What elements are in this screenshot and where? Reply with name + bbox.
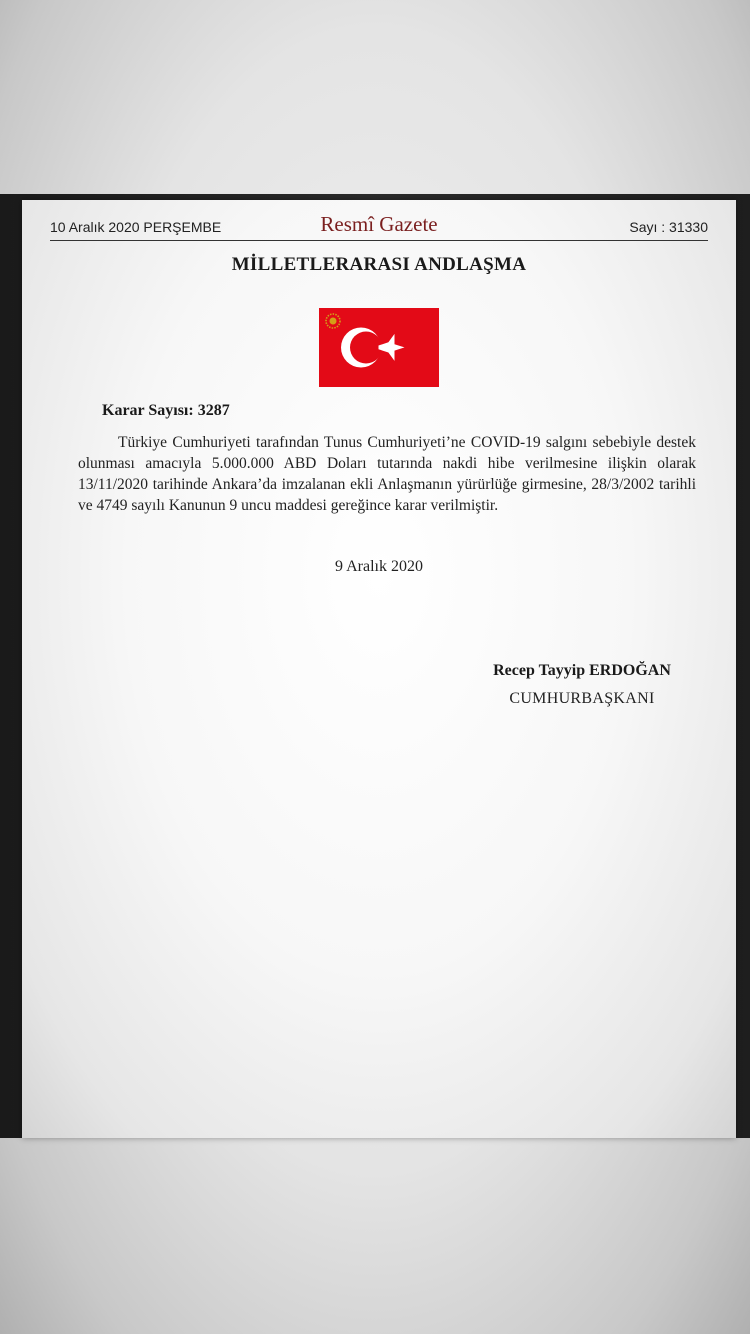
document-heading: MİLLETLERARASI ANDLAŞMA (231, 254, 527, 275)
signatory-title: CUMHURBAŞKANI (509, 690, 655, 707)
decision-body: Türkiye Cumhuriyeti tarafından Tunus Cumhuriyeti’ne COVID-19 salgını sebebiyle destek olunması amacıyla 5.000.000 ABD Doları tutarında nakdi hibe verilmesine ilişkin olarak 13/11/2020 tarihinde Ankara’da imzalanan ekli Anlaşmanın yürürlüğe girmesine, 28/3/2002 tarihli ve 4749 sayılı Kanunun 9 uncu maddesi gereğince karar verilmiştir. (78, 434, 696, 514)
gazette-title: Resmî Gazete (320, 212, 438, 236)
signatory-name: Recep Tayyip ERDOĞAN (493, 662, 671, 679)
gazette-page (22, 200, 736, 1138)
decision-number: Karar Sayısı: 3287 (102, 402, 230, 419)
signing-date: 9 Aralık 2020 (335, 558, 423, 575)
issue-date: 10 Aralık 2020 PERŞEMBE (50, 219, 222, 235)
turkish-flag-icon (319, 308, 439, 387)
gazette-header (50, 210, 708, 241)
issue-number: Sayı : 31330 (629, 219, 708, 235)
